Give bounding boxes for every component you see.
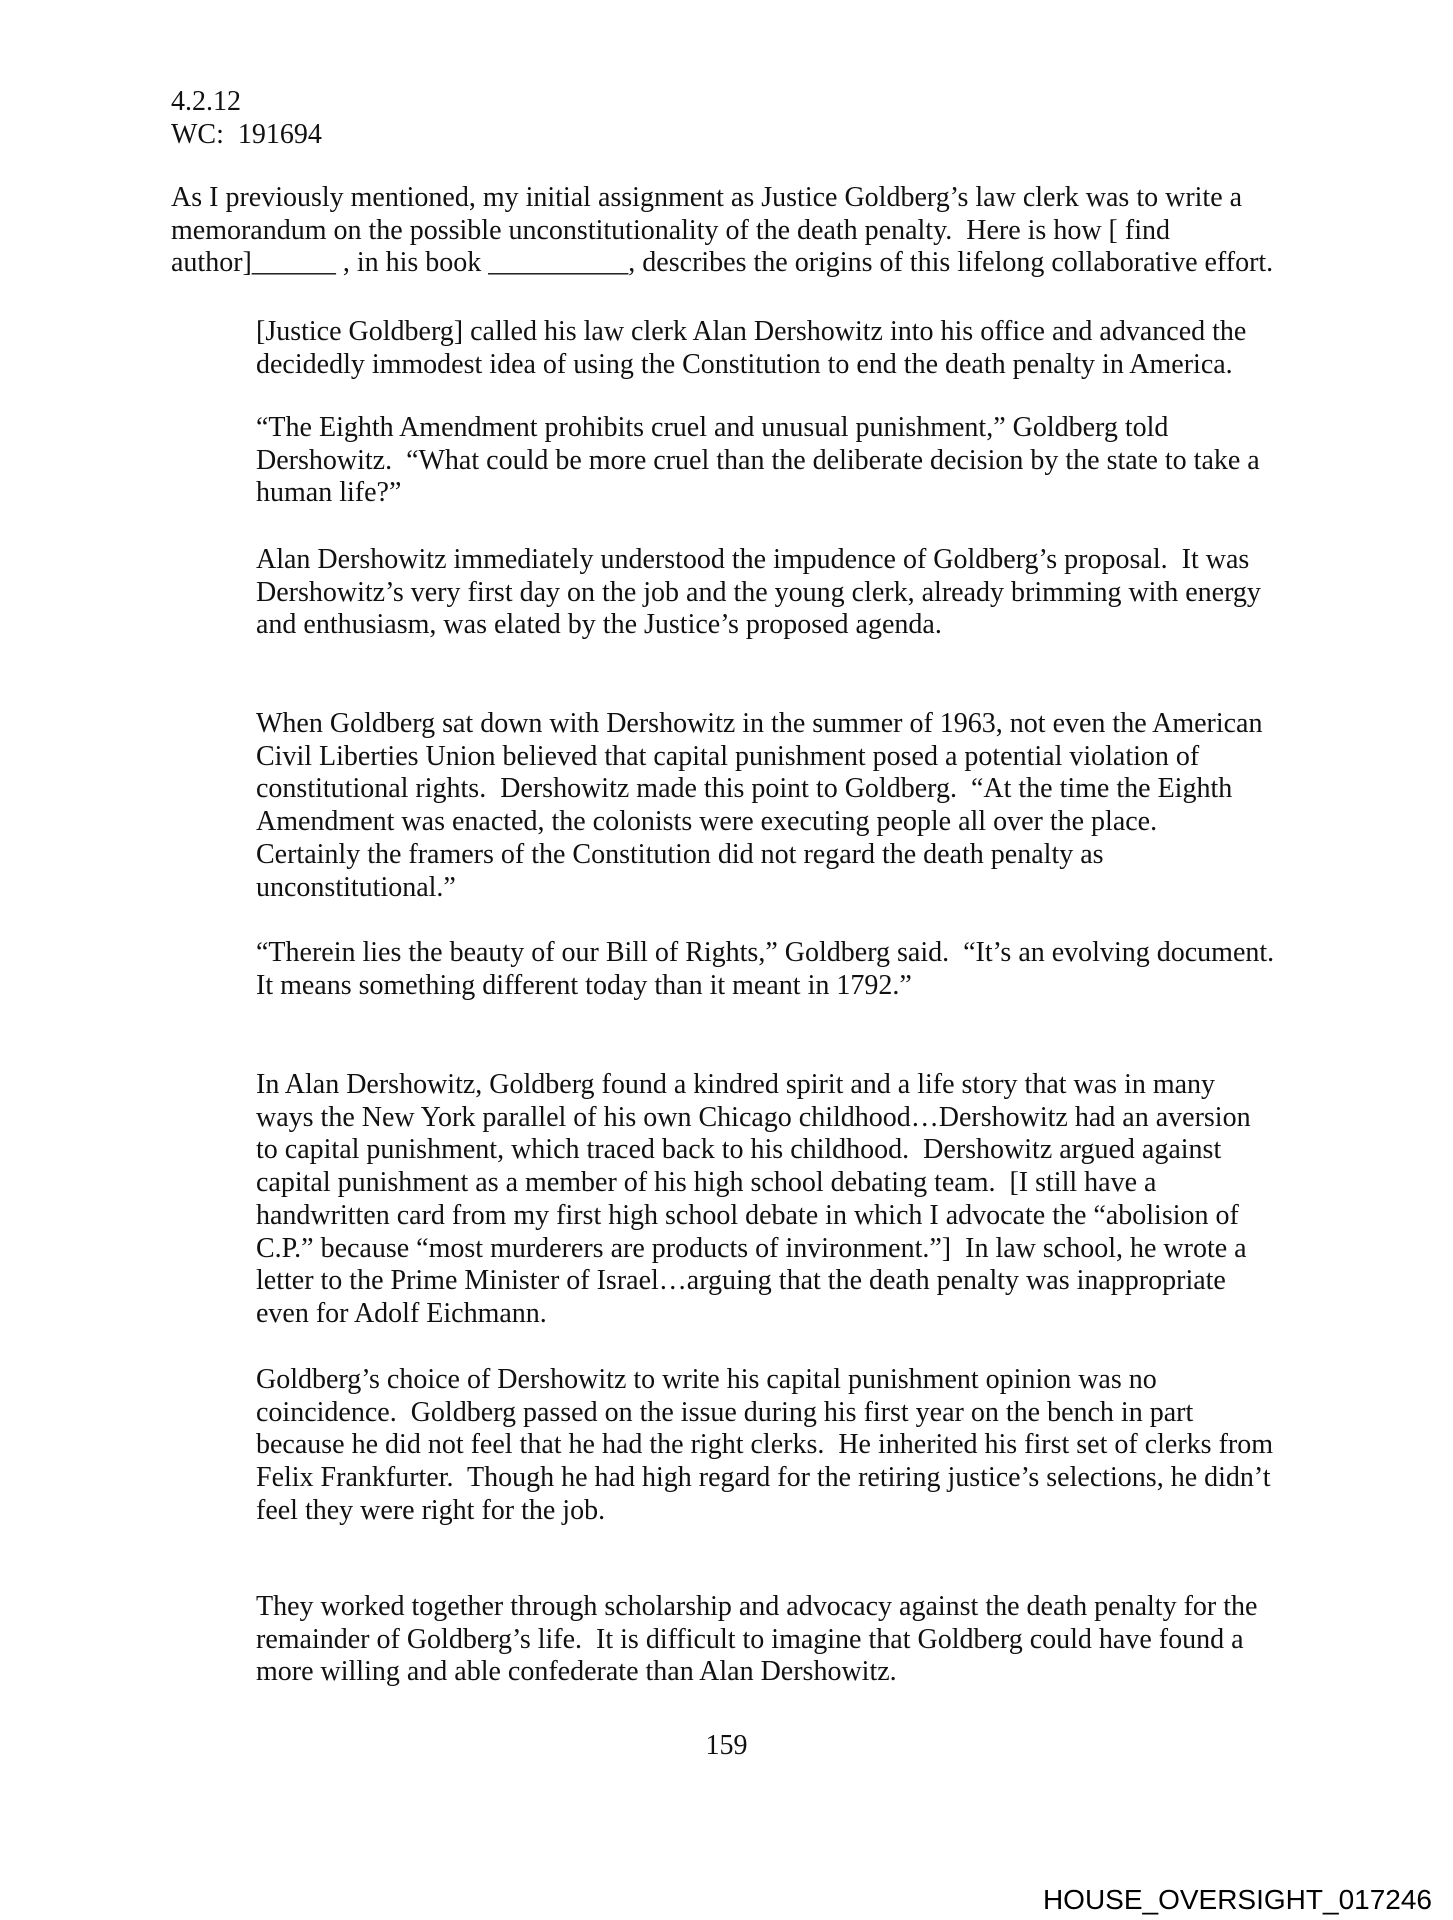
text-line: to capital punishment, which traced back to his childhood. Dershowitz argued against <box>256 1134 1222 1166</box>
text-line: Dershowitz’s very first day on the job and the young clerk, already brimming with energy <box>256 576 1261 608</box>
text-line: unconstitutional.” <box>256 871 456 903</box>
intro-paragraph <box>171 182 1273 280</box>
text-line: remainder of Goldberg’s life. It is difficult to imagine that Goldberg could have found a <box>256 1623 1244 1655</box>
text-line: Amendment was enacted, the colonists were executing people all over the place. <box>256 806 1158 838</box>
text-line: ways the New York parallel of his own Chicago childhood…Dershowitz had an aversion <box>256 1101 1251 1133</box>
quote-paragraph <box>256 1069 1251 1331</box>
text-line: When Goldberg sat down with Dershowitz in the summer of 1963, not even the American <box>256 708 1263 739</box>
text-line: constitutional rights. Dershowitz made this point to Goldberg. “At the time the Eighth <box>256 773 1233 805</box>
text-line: feel they were right for the job. <box>256 1494 606 1526</box>
text-line: decidedly immodest idea of using the Constitution to end the death penalty in America. <box>256 348 1233 380</box>
text-line: handwritten card from my first high school debate in which I advocate the “abolision of <box>256 1199 1239 1231</box>
quote-paragraph <box>256 937 1274 1002</box>
text-line: Alan Dershowitz immediately understood the impudence of Goldberg’s proposal. It was <box>256 544 1250 575</box>
quote-paragraph <box>256 544 1261 642</box>
quote-paragraph <box>256 412 1260 510</box>
text-line: memorandum on the possible unconstitutionality of the death penalty. Here is how [ find <box>171 214 1170 246</box>
text-line: “The Eighth Amendment prohibits cruel and unusual punishment,” Goldberg told <box>256 412 1169 443</box>
text-line: even for Adolf Eichmann. <box>256 1297 547 1329</box>
text-line: Goldberg’s choice of Dershowitz to write his capital punishment opinion was no <box>256 1364 1157 1395</box>
text-line: “Therein lies the beauty of our Bill of Rights,” Goldberg said. “It’s an evolving document. <box>256 937 1275 968</box>
draft-date: 4.2.12 <box>171 86 241 117</box>
text-line: Dershowitz. “What could be more cruel than the deliberate decision by the state to take a <box>256 444 1260 476</box>
page-number: 159 <box>705 1730 748 1761</box>
bates-stamp: HOUSE_OVERSIGHT_017246 <box>1042 1884 1432 1915</box>
document-header <box>171 86 322 151</box>
text-line: capital punishment as a member of his high school debating team. [I still have a <box>256 1167 1157 1199</box>
quote-paragraph <box>256 1364 1273 1528</box>
text-line: because he did not feel that he had the right clerks. He inherited his first set of clerks from <box>256 1429 1273 1461</box>
text-line: Civil Liberties Union believed that capital punishment posed a potential violation of <box>256 740 1200 772</box>
text-line: Felix Frankfurter. Though he had high regard for the retiring justice’s selections, he didn’t <box>256 1462 1271 1494</box>
text-line: more willing and able confederate than Alan Dershowitz. <box>256 1656 897 1688</box>
text-line: In Alan Dershowitz, Goldberg found a kindred spirit and a life story that was in many <box>256 1069 1216 1100</box>
quote-paragraph <box>256 316 1246 381</box>
word-count: WC: 191694 <box>171 118 322 150</box>
text-line: coincidence. Goldberg passed on the issue during his first year on the bench in part <box>256 1396 1194 1428</box>
text-line: human life?” <box>256 477 402 509</box>
text-line: Certainly the framers of the Constitution did not regard the death penalty as <box>256 838 1104 870</box>
text-line: letter to the Prime Minister of Israel…arguing that the death penalty was inappropriate <box>256 1265 1226 1297</box>
text-line: author]______ , in his book __________, describes the origins of this lifelong collaborative effort. <box>171 247 1274 279</box>
text-line: [Justice Goldberg] called his law clerk Alan Dershowitz into his office and advanced the <box>256 316 1247 347</box>
text-line: It means something different today than it meant in 1792.” <box>256 969 912 1001</box>
text-line: C.P.” because “most murderers are products of invironment.”] In law school, he wrote a <box>256 1232 1247 1264</box>
text-line: They worked together through scholarship and advocacy against the death penalty for the <box>256 1591 1258 1622</box>
quote-paragraph <box>256 1591 1257 1689</box>
text-line: and enthusiasm, was elated by the Justice’s proposed agenda. <box>256 609 942 641</box>
quote-paragraph <box>256 708 1262 904</box>
text-line: As I previously mentioned, my initial assignment as Justice Goldberg’s law clerk was to write a <box>171 182 1243 213</box>
